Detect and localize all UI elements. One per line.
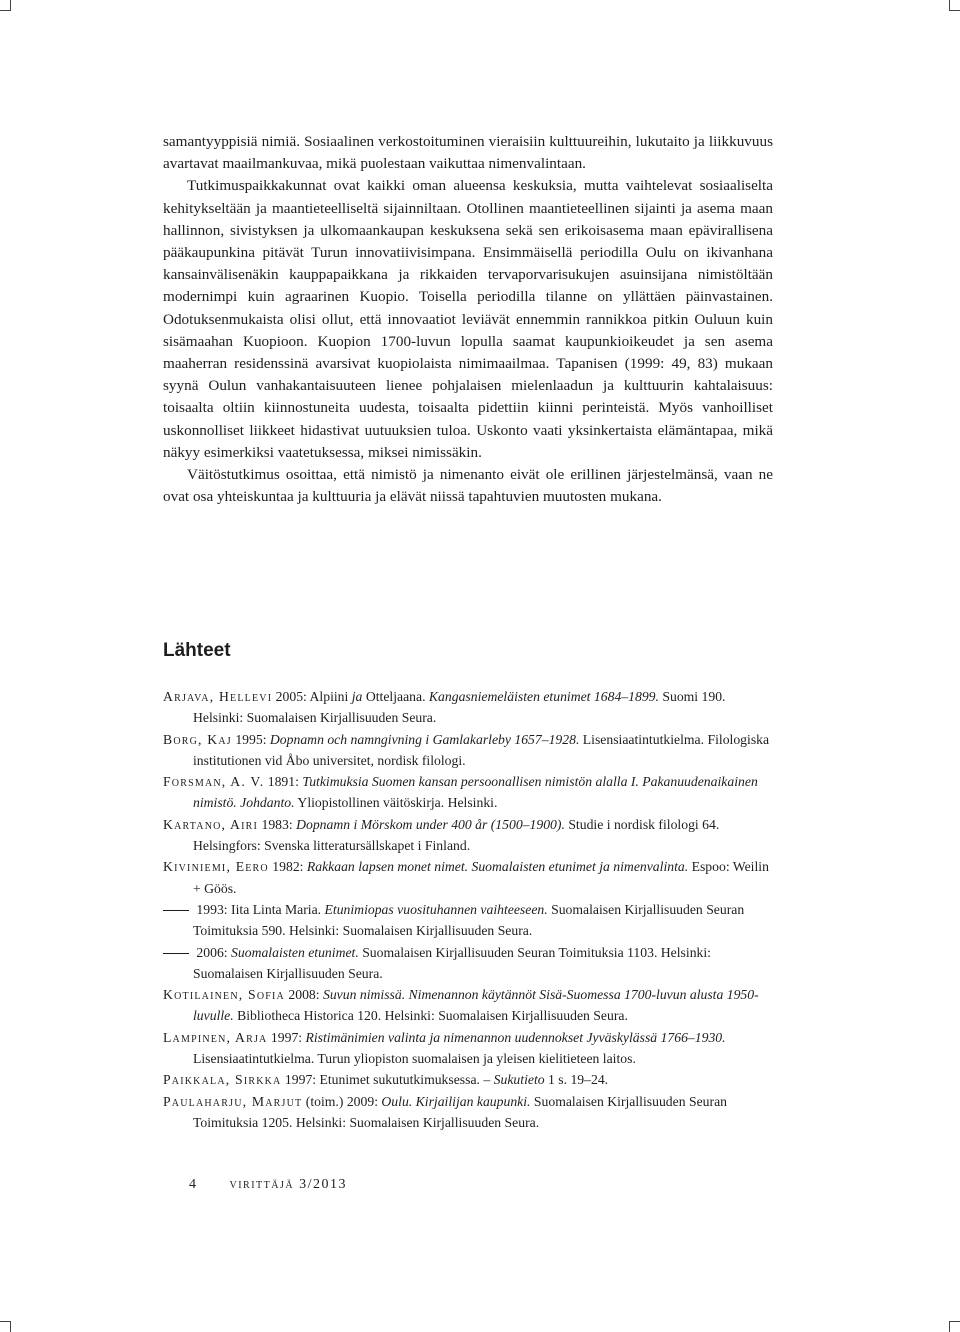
reference-item — [163, 814, 773, 857]
crop-mark-top-right — [949, 0, 960, 11]
reference-author: Arjava, Hellevi — [163, 689, 273, 704]
reference-author: Paikkala, Sirkka — [163, 1072, 282, 1088]
reference-title: Ristimänimien valinta ja nimenannon uudennokset Jyväskylässä 1766–1930. — [305, 1029, 726, 1045]
reference-text: Yliopistollinen väitöskirja. Helsinki. — [294, 795, 498, 811]
reference-year: 1997: — [267, 1029, 306, 1045]
reference-text: Suomalaisen Kirjallisuuden Seuran Toimituksia 1205. Helsinki: Suomalaisen Kirjallisuuden Seura. — [193, 1093, 727, 1130]
reference-item — [163, 1069, 773, 1090]
reference-year: 1982: — [268, 859, 307, 875]
crop-mark-bottom-left — [0, 1321, 11, 1332]
ditto-dash — [163, 953, 189, 954]
ditto-dash — [163, 910, 189, 911]
reference-text: 1 s. 19–24. — [544, 1072, 609, 1088]
reference-year: 1993: — [193, 901, 232, 917]
reference-year: 2006: — [193, 944, 232, 960]
reference-title: Kangasniemeläisten etunimet 1684–1899. — [428, 689, 659, 704]
reference-author: Borg, Kaj — [163, 731, 232, 747]
page-number: 4 — [189, 1177, 196, 1192]
reference-year: 2008: — [284, 987, 323, 1003]
reference-title: Etunimiopas vuosituhannen vaihteeseen. — [324, 901, 548, 917]
journal-name: virittäjä 3/2013 — [229, 1177, 347, 1192]
reference-author: Forsman, A. V. — [163, 774, 265, 790]
reference-author: Kiviniemi, Eero — [163, 859, 269, 875]
reference-item — [163, 686, 773, 729]
reference-list — [163, 686, 773, 1133]
paragraph-results: Tutkimuspaikkakunnat ovat kaikki oman alueensa keskuksia, mutta vaihtelevat sosiaaliselta kehitykseltään ja maantieteelliseltä sijainniltaan. Otollinen maantieteellinen sijainti ja asema maan hallinnon, sivistyksen ja ulkomaankaupan keskuksena sekä sen erikoisasema maan epävirallisena pääkaupunkina pitävät Turun innovatiivisimpana. Ensimmäisellä periodilla Oulu on ikivanhana kansainvälisenäkin kauppapaikkana ja rikkaiden tervaporvarisukujen asuinsijana nimistöltään modernimpi kuin agraarinen Kuopio. Toisella periodilla tilanne on yllättäen päinvastainen. Odotuksenmukaista olisi ollut, että innovaatiot leviävät ennemmin rannikkoa pitkin Ouluun kuin sisämaahan Kuopioon. Kuopion 1700-luvun lopulla saamat kaupunkioikeudet ja sen asema maaherran residenssinä avarsivat kuopiolaista nimimaailmaa. Tapanisen (1999: 49, 83) mukaan syynä Oulun vanhakantaisuuteen lienee pohjalaisen mielenlaadun ja kulttuurin kahtalaisuus: toisaalta oltiin kiinnostuneita uudesta, toisaalta pidettiin kiinni perinteistä. Myös vanhoilliset uskonnolliset liikkeet hidastivat uutuuksien tuloa. Uskonto vaati yksinkertaista elämäntapaa, mikä näkyy esimerkiksi vaatetuksessa, miksei nimissäkin. — [163, 177, 773, 461]
reference-text: Suomalaisen Kirjallisuuden Seuran Toimituksia 1103. Helsinki: Suomalaisen Kirjallisuuden Seura. — [193, 944, 711, 981]
reference-year: (toim.) 2009: — [302, 1093, 382, 1109]
reference-text: Espoo: Weilin + Göös. — [193, 859, 769, 896]
reference-year: 1995: — [231, 731, 270, 747]
reference-title: Tutkimuksia Suomen kansan persoonallisen nimistön alalla I. Pakanuudenaikainen nimistö. Johdanto. — [193, 774, 758, 811]
reference-title: Suvun nimissä. Nimenannon käytännöt Sisä-Suomessa 1700-luvun alusta 1950-luvulle. — [193, 987, 759, 1024]
body-text — [163, 131, 773, 508]
reference-title: Suomalaisten etunimet. — [231, 944, 359, 960]
reference-title: ja — [351, 689, 363, 704]
reference-item — [163, 771, 773, 814]
page-footer — [189, 1175, 347, 1195]
reference-title: Sukutieto — [493, 1072, 545, 1088]
reference-title: Oulu. Kirjailijan kaupunki. — [381, 1093, 531, 1109]
reference-text: Lisensiaatintutkielma. Turun yliopiston suomalaisen ja yleisen kielitieteen laitos. — [193, 1051, 636, 1067]
reference-title: Rakkaan lapsen monet nimet. Suomalaisten etunimet ja nimenvalinta. — [306, 859, 689, 875]
reference-title: Dopnamn och namngivning i Gamlakarleby 1657–1928. — [269, 731, 580, 747]
reference-text: Lisensiaatintutkielma. Filologiska institutionen vid Åbo universitet, nordisk filologi. — [193, 731, 770, 768]
reference-title: Dopnamn i Mörskom under 400 år (1500–1900). — [296, 816, 565, 832]
reference-item — [163, 1027, 773, 1070]
reference-author: Paulaharju, Marjut — [163, 1093, 303, 1109]
reference-item — [163, 729, 773, 772]
crop-mark-bottom-right — [949, 1321, 960, 1332]
reference-text: Suomi 190. Helsinki: Suomalaisen Kirjallisuuden Seura. — [193, 689, 726, 726]
reference-item — [163, 899, 773, 942]
reference-author: Kartano, Airi — [163, 816, 259, 832]
reference-year: 1997: — [281, 1072, 320, 1088]
reference-author: Lampinen, Arja — [163, 1029, 268, 1045]
reference-author: Kotilainen, Sofia — [163, 987, 285, 1003]
reference-item — [163, 984, 773, 1027]
reference-year: 1983: — [258, 816, 297, 832]
reference-text: Suomalaisen Kirjallisuuden Seuran Toimituksia 590. Helsinki: Suomalaisen Kirjallisuuden Seura. — [193, 901, 745, 939]
paragraph-conclusion: Väitöstutkimus osoittaa, että nimistö ja nimenanto eivät ole erillinen järjestelmänsä, vaan ne ovat osa yhteiskuntaa ja kulttuuria ja elävät niissä tapahtuvien muutosten mukana. — [163, 466, 773, 506]
reference-text: Iita Linta Maria. — [231, 901, 325, 917]
reference-text: Bibliotheca Historica 120. Helsinki: Suomalaisen Kirjallisuuden Seura. — [233, 1008, 628, 1024]
crop-mark-top-left — [0, 0, 11, 11]
reference-year: 2005: — [272, 689, 310, 704]
reference-year: 1891: — [264, 774, 303, 790]
reference-text: Etunimet sukututkimuksessa. – — [319, 1072, 494, 1088]
references-heading: Lähteet — [163, 640, 231, 661]
reference-text: Alpiini — [309, 689, 352, 704]
reference-item — [163, 942, 773, 985]
reference-item — [163, 1091, 773, 1134]
paragraph-continuation: samantyyppisiä nimiä. Sosiaalinen verkostoituminen vieraisiin kulttuureihin, lukutaito ja liikkuvuus avartavat maailmankuvaa, mikä puolestaan vaikuttaa nimenvalintaan. — [163, 133, 773, 173]
reference-item — [163, 856, 773, 899]
reference-text: Otteljaana. — [362, 689, 429, 704]
reference-text: Studie i nordisk filologi 64. Helsingfors: Svenska litteratursällskapet i Finland. — [193, 816, 720, 854]
